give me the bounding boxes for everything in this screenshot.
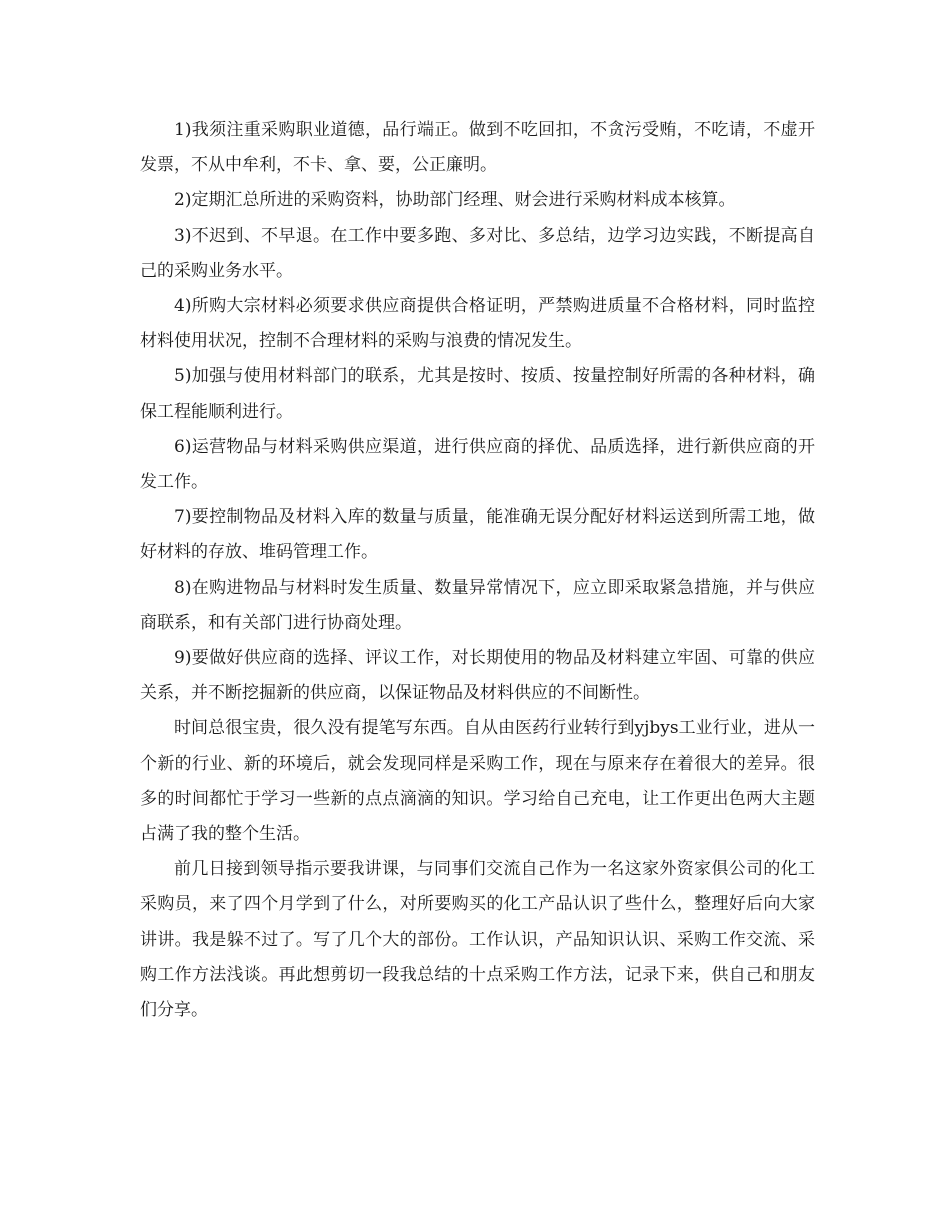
paragraph-duty-4: 4)所购大宗材料必须要求供应商提供合格证明，严禁购进质量不合格材料，同时监控材料使用状况，控制不合理材料的采购与浪费的情况发生。 xyxy=(140,296,815,352)
paragraph-duty-9: 9)要做好供应商的选择、评议工作，对长期使用的物品及材料建立牢固、可靠的供应关系，并不断挖掘新的供应商，以保证物品及材料供应的不间断性。 xyxy=(140,648,815,704)
paragraph-lecture: 前几日接到领导指示要我讲课，与同事们交流自己作为一名这家外资家俱公司的化工采购员，来了四个月学到了什么，对所要购买的化工产品认识了些什么，整理好后向大家讲讲。我是躲不过了。写了几个大的部份。工作认识，产品知识认识、采购工作交流、采购工作方法浅谈。再此想剪切一段我总结的十点采购工作方法，记录下来，供自己和朋友们分享。 xyxy=(140,859,815,1021)
paragraph-reflection: 时间总很宝贵，很久没有提笔写东西。自从由医药行业转行到yjbys工业行业，进从一个新的行业、新的环境后，就会发现同样是采购工作，现在与原来存在着很大的差异。很多的时间都忙于学习一些新的点点滴滴的知识。学习给自己充电，让工作更出色两大主题占满了我的整个生活。 xyxy=(140,718,815,845)
paragraph-duty-3: 3)不迟到、不早退。在工作中要多跑、多对比、多总结，边学习边实践，不断提高自己的采购业务水平。 xyxy=(140,225,815,281)
document-body xyxy=(140,113,815,1028)
paragraph-duty-8: 8)在购进物品与材料时发生质量、数量异常情况下，应立即采取紧急措施，并与供应商联系，和有关部门进行协商处理。 xyxy=(140,577,815,633)
paragraph-duty-5: 5)加强与使用材料部门的联系，尤其是按时、按质、按量控制好所需的各种材料，确保工程能顺利进行。 xyxy=(140,366,815,422)
paragraph-duty-6: 6)运营物品与材料采购供应渠道，进行供应商的择优、品质选择，进行新供应商的开发工作。 xyxy=(140,436,815,493)
paragraph-duty-1: 1)我须注重采购职业道德，品行端正。做到不吃回扣，不贪污受贿，不吃请，不虚开发票，不从中牟利，不卡、拿、要，公正廉明。 xyxy=(140,120,815,176)
paragraph-duty-2: 2)定期汇总所进的采购资料，协助部门经理、财会进行采购材料成本核算。 xyxy=(174,190,736,211)
paragraph-duty-7: 7)要控制物品及材料入库的数量与质量，能准确无误分配好材料运送到所需工地，做好材料的存放、堆码管理工作。 xyxy=(140,507,815,563)
